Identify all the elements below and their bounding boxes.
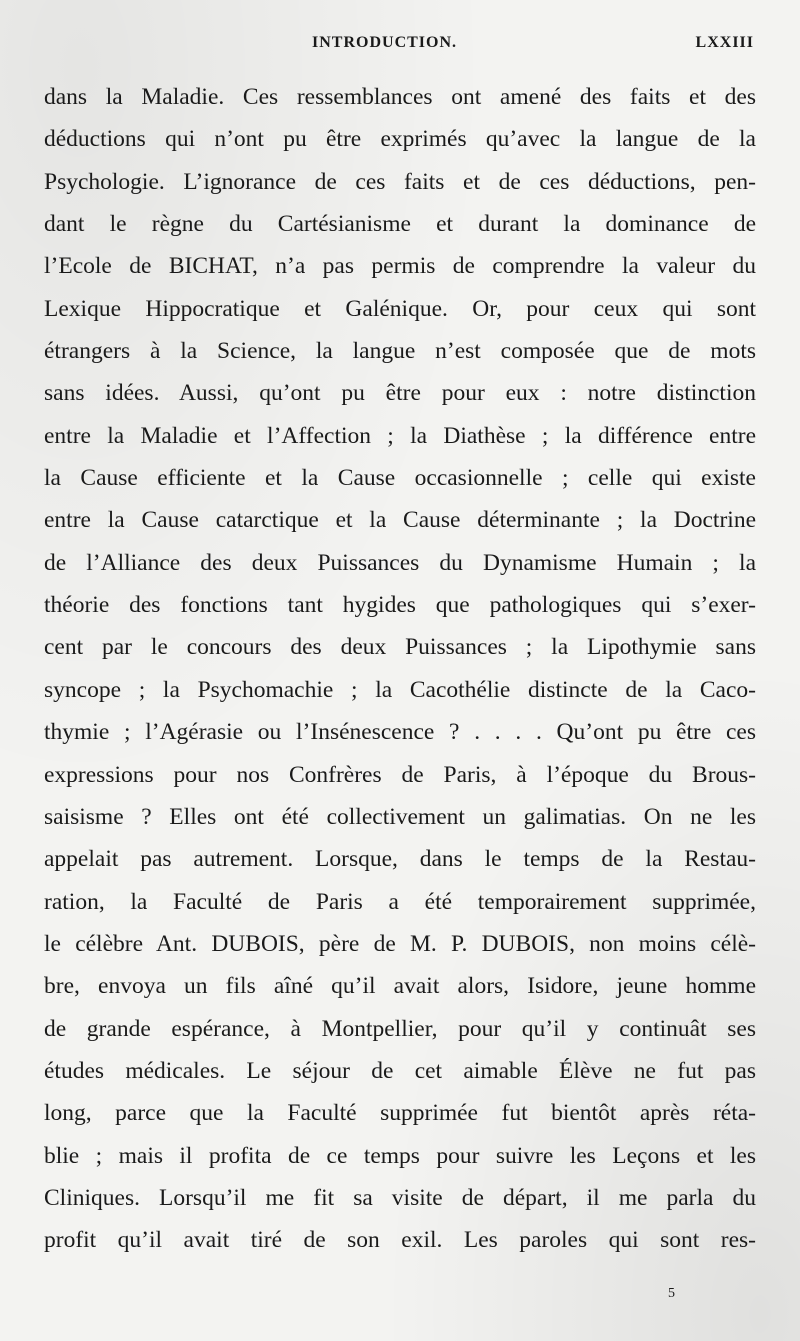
text-line: thymie ; l’Agérasie ou l’Insénescence ? . . . . Qu’ont pu être ces [44, 719, 756, 746]
signature-mark: 5 [668, 1286, 675, 1301]
page-header [0, 34, 800, 58]
text-line: profit qu’il avait tiré de son exil. Les paroles qui sont res- [44, 1227, 756, 1254]
text-line: études médicales. Le séjour de cet aimable Élève ne fut pas [44, 1057, 756, 1084]
text-line: déductions qui n’ont pu être exprimés qu’avec la langue de la [44, 126, 756, 153]
running-head: INTRODUCTION. [312, 34, 458, 51]
text-line: étrangers à la Science, la langue n’est composée que de mots [44, 338, 756, 365]
text-line: blie ; mais il profita de ce temps pour suivre les Leçons et les [44, 1142, 756, 1169]
text-line: entre la Cause catarctique et la Cause déterminante ; la Doctrine [44, 507, 756, 534]
text-line: la Cause efficiente et la Cause occasionnelle ; celle qui existe [44, 465, 756, 492]
text-line: appelait pas autrement. Lorsque, dans le temps de la Restau- [44, 846, 756, 873]
text-line: Cliniques. Lorsqu’il me fit sa visite de départ, il me parla du [44, 1184, 756, 1211]
text-line: saisisme ? Elles ont été collectivement un galimatias. On ne les [44, 803, 756, 830]
body-text [44, 76, 756, 1262]
page-number: LXXIII [695, 34, 754, 51]
text-line: expressions pour nos Confrères de Paris, à l’époque du Brous- [44, 761, 756, 788]
text-line: long, parce que la Faculté supprimée fut bientôt après réta- [44, 1100, 756, 1127]
text-line: bre, envoya un fils aîné qu’il avait alors, Isidore, jeune homme [44, 973, 756, 1000]
text-line: ration, la Faculté de Paris a été temporairement supprimée, [44, 888, 756, 915]
text-line: cent par le concours des deux Puissances ; la Lipothymie sans [44, 634, 756, 661]
text-line: le célèbre Ant. DUBOIS, père de M. P. DUBOIS, non moins célè- [44, 930, 756, 957]
text-line: Psychologie. L’ignorance de ces faits et de ces déductions, pen- [44, 168, 756, 195]
text-line: Lexique Hippocratique et Galénique. Or, pour ceux qui sont [44, 295, 756, 322]
text-line: entre la Maladie et l’Affection ; la Diathèse ; la différence entre [44, 422, 756, 449]
text-line: dant le règne du Cartésianisme et durant la dominance de [44, 211, 756, 238]
text-line: théorie des fonctions tant hygides que pathologiques qui s’exer- [44, 592, 756, 619]
text-line: dans la Maladie. Ces ressemblances ont amené des faits et des [44, 84, 756, 110]
text-line: l’Ecole de BICHAT, n’a pas permis de comprendre la valeur du [44, 253, 756, 280]
text-line: sans idées. Aussi, qu’ont pu être pour eux : notre distinction [44, 380, 756, 407]
text-line: syncope ; la Psychomachie ; la Cacothélie distincte de la Caco- [44, 676, 756, 703]
text-line: de grande espérance, à Montpellier, pour qu’il y continuât ses [44, 1015, 756, 1042]
text-line: de l’Alliance des deux Puissances du Dynamisme Humain ; la [44, 549, 756, 576]
